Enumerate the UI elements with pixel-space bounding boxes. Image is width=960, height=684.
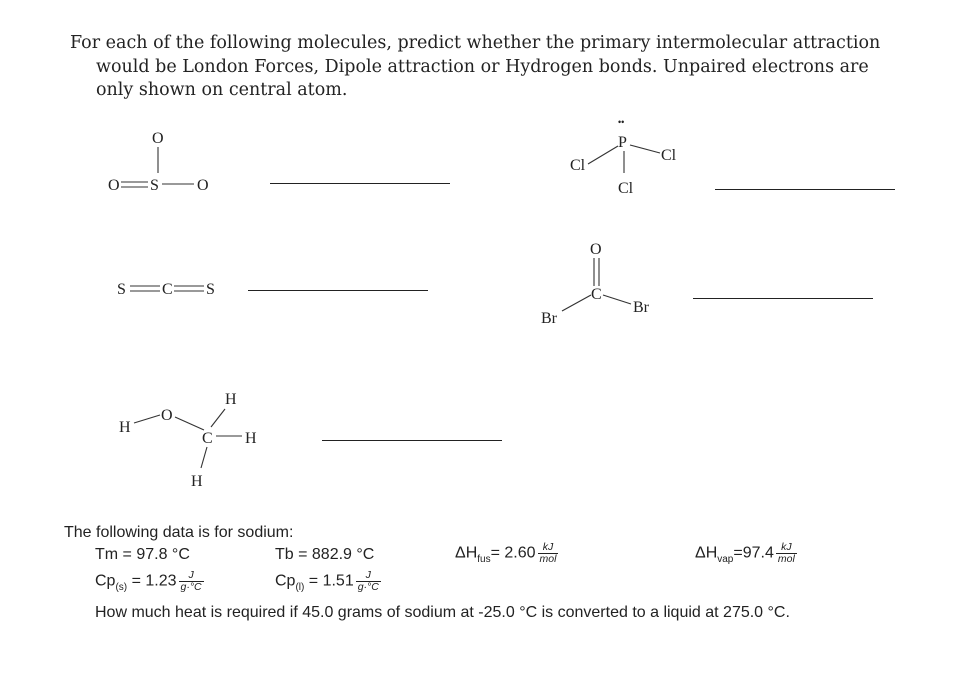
- atom-cl-left: Cl: [570, 157, 586, 174]
- answer-blank-pcl3[interactable]: [715, 189, 895, 190]
- dhfus-label: ΔH: [455, 544, 478, 562]
- cps-label: Cp: [95, 572, 116, 590]
- tb-value: Tb = 882.9 °C: [275, 546, 375, 563]
- dhvap-unit: [776, 542, 797, 565]
- molecule-cs2: [112, 272, 232, 302]
- molecule-so3: [100, 125, 230, 200]
- dhvap-value: [695, 542, 797, 565]
- atom-c: C: [202, 430, 213, 447]
- atom-s-right: S: [206, 281, 215, 298]
- molecule-cobr2: [535, 236, 665, 328]
- bond-c-br-left: [562, 295, 591, 311]
- answer-blank-so3[interactable]: [270, 183, 450, 184]
- bond-o-c: [175, 417, 204, 430]
- atom-o-left: O: [108, 177, 120, 194]
- atom-h-left: H: [119, 419, 131, 436]
- answer-blank-ch3oh[interactable]: [322, 440, 502, 441]
- dhfus-sub: fus: [477, 553, 491, 565]
- cpl-label: Cp: [275, 572, 296, 590]
- dhvap-number: =97.4: [733, 544, 774, 562]
- atom-o: O: [590, 241, 602, 258]
- cps-sub: (s): [115, 581, 128, 593]
- bond-c-br-right: [603, 295, 631, 304]
- atom-br-left: Br: [541, 310, 557, 327]
- atom-h-right: H: [245, 430, 257, 447]
- atom-c: C: [162, 281, 173, 298]
- molecule-pcl3: [560, 112, 700, 207]
- tm-value: Tm = 97.8 °C: [95, 546, 190, 563]
- lone-pair-dots: ••: [618, 117, 625, 127]
- cpl-unit: [356, 570, 381, 593]
- dhfus-unit-den: mol: [539, 553, 557, 565]
- answer-blank-cs2[interactable]: [248, 290, 428, 291]
- question-text: For each of the following molecules, predict whether the primary intermolecular attraction would be London Forces, Dipole attraction or Hydrogen bonds. Unpaired electrons are only shown on central atom.: [70, 33, 881, 100]
- bond-c-h-top: [211, 409, 225, 427]
- cpl-number: = 1.51: [304, 572, 354, 590]
- dhvap-sub: vap: [717, 553, 734, 565]
- heat-question: How much heat is required if 45.0 grams of sodium at -25.0 °C is converted to a liquid at 275.0 °C.: [95, 604, 790, 621]
- atom-o-top: O: [152, 130, 164, 147]
- dhvap-label: ΔH: [695, 544, 718, 562]
- cpl-value: [275, 570, 381, 593]
- atom-p: P: [618, 134, 627, 151]
- dhvap-unit-num: kJ: [776, 542, 797, 554]
- bond-p-cl-left: [588, 146, 618, 164]
- atom-o: O: [161, 407, 173, 424]
- answer-blank-cobr2[interactable]: [693, 298, 873, 299]
- atom-o-right: O: [197, 177, 209, 194]
- cps-unit-num: J: [179, 570, 204, 582]
- atom-h-bottom: H: [191, 473, 203, 490]
- dhfus-unit: [538, 542, 559, 565]
- cpl-sub: (l): [295, 581, 305, 593]
- atom-cl-right: Cl: [661, 147, 677, 164]
- atom-c: C: [591, 286, 602, 303]
- dhvap-unit-den: mol: [777, 553, 795, 565]
- atom-h-top: H: [225, 391, 237, 408]
- bond-c-h-bottom: [201, 447, 207, 468]
- question-intro: [70, 32, 910, 103]
- cpl-unit-den: g·°C: [357, 581, 379, 593]
- dhfus-number: = 2.60: [490, 544, 536, 562]
- cps-unit: [179, 570, 204, 593]
- cpl-unit-num: J: [356, 570, 381, 582]
- cps-number: = 1.23: [127, 572, 177, 590]
- cps-value: [95, 570, 204, 593]
- dhfus-unit-num: kJ: [538, 542, 559, 554]
- bond-p-cl-right: [630, 145, 660, 153]
- atom-s-left: S: [117, 281, 126, 298]
- bond-h-o: [134, 415, 160, 423]
- molecule-ch3oh: [112, 385, 272, 495]
- sodium-heading: The following data is for sodium:: [64, 524, 294, 541]
- atom-s: S: [150, 177, 159, 194]
- dhfus-value: [455, 542, 558, 565]
- cps-unit-den: g·°C: [180, 581, 202, 593]
- atom-cl-bottom: Cl: [618, 180, 634, 197]
- atom-br-right: Br: [633, 299, 649, 316]
